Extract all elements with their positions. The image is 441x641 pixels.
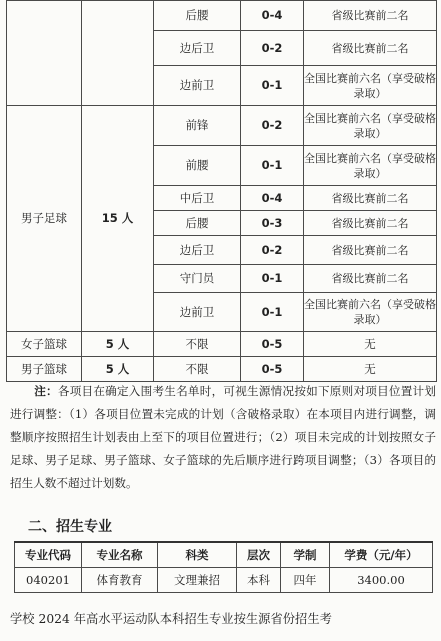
table-row: [7, 106, 437, 146]
position-cell: 边后卫: [154, 31, 241, 66]
table-row: [7, 357, 437, 382]
header-code: 专业代码: [15, 542, 82, 568]
section-title: 二、招生专业: [28, 519, 112, 535]
position-cell: 后腰: [154, 211, 241, 236]
header-name: 专业名称: [82, 542, 158, 568]
total-cell: 5 人: [82, 357, 154, 382]
note-paragraph: [10, 380, 436, 495]
major-level: 本科: [237, 568, 281, 593]
header-tuition: 学费（元/年）: [330, 542, 433, 568]
sport-cell: 女子篮球: [7, 332, 82, 357]
header-level: 层次: [237, 542, 281, 568]
major-duration: 四年: [281, 568, 330, 593]
requirement-cell: 全国比赛前六名（享受破格录取）: [304, 293, 437, 332]
count-cell: 0-1: [241, 265, 304, 293]
position-cell: 边前卫: [154, 66, 241, 106]
position-cell: 前腰: [154, 146, 241, 186]
table-row: [15, 568, 433, 593]
sport-cell: 男子足球: [7, 106, 82, 332]
requirement-cell: 全国比赛前六名（享受破格录取）: [304, 146, 437, 186]
footer-paragraph: 学校 2024 年高水平运动队本科招生专业按生源省份招生考: [10, 612, 332, 626]
header-duration: 学制: [281, 542, 330, 568]
major-category: 文理兼招: [158, 568, 237, 593]
requirement-cell: 省级比赛前二名: [304, 211, 437, 236]
header-category: 科类: [158, 542, 237, 568]
majors-table: [14, 541, 433, 593]
requirement-cell: 省级比赛前二名: [304, 265, 437, 293]
count-cell: 0-5: [241, 332, 304, 357]
sport-cell: [7, 1, 82, 106]
count-cell: 0-2: [241, 106, 304, 146]
position-cell: 中后卫: [154, 186, 241, 211]
major-tuition: 3400.00: [330, 568, 433, 593]
count-cell: 0-4: [241, 186, 304, 211]
count-cell: 0-1: [241, 66, 304, 106]
major-name: 体育教育: [82, 568, 158, 593]
requirement-cell: 无: [304, 332, 437, 357]
count-cell: 0-1: [241, 293, 304, 332]
position-cell: 不限: [154, 357, 241, 382]
position-cell: 前锋: [154, 106, 241, 146]
requirement-cell: 省级比赛前二名: [304, 1, 437, 31]
count-cell: 0-1: [241, 146, 304, 186]
requirement-cell: 全国比赛前六名（享受破格录取）: [304, 106, 437, 146]
total-cell: 15 人: [82, 106, 154, 332]
position-cell: 边后卫: [154, 236, 241, 265]
total-cell: [82, 1, 154, 106]
position-cell: 不限: [154, 332, 241, 357]
requirement-cell: 省级比赛前二名: [304, 236, 437, 265]
count-cell: 0-2: [241, 236, 304, 265]
total-cell: 5 人: [82, 332, 154, 357]
position-cell: 后腰: [154, 1, 241, 31]
count-cell: 0-2: [241, 31, 304, 66]
note-lead: 注：: [34, 384, 58, 398]
quota-table: [6, 0, 437, 382]
count-cell: 0-4: [241, 1, 304, 31]
requirement-cell: 无: [304, 357, 437, 382]
table-row: [7, 1, 437, 31]
table-header-row: [15, 542, 433, 568]
requirement-cell: 省级比赛前二名: [304, 31, 437, 66]
note-text: 各项目在确定入围考生名单时，可视生源情况按如下原则对项目位置计划进行调整：（1）各项目位置未完成的计划（含破格录取）在本项目内进行调整，调整顺序按照招生计划表由上至下的项目位置进行；（2）项目未完成的计划按照女子足球、男子足球、男子篮球、女子篮球的先后顺序进行跨项目调整；（3）各项目的招生人数不超过计划数。: [10, 384, 436, 490]
count-cell: 0-3: [241, 211, 304, 236]
requirement-cell: 全国比赛前六名（享受破格录取）: [304, 66, 437, 106]
requirement-cell: 省级比赛前二名: [304, 186, 437, 211]
sport-cell: 男子篮球: [7, 357, 82, 382]
position-cell: 边前卫: [154, 293, 241, 332]
count-cell: 0-5: [241, 357, 304, 382]
table-row: [7, 332, 437, 357]
major-code: 040201: [15, 568, 82, 593]
position-cell: 守门员: [154, 265, 241, 293]
